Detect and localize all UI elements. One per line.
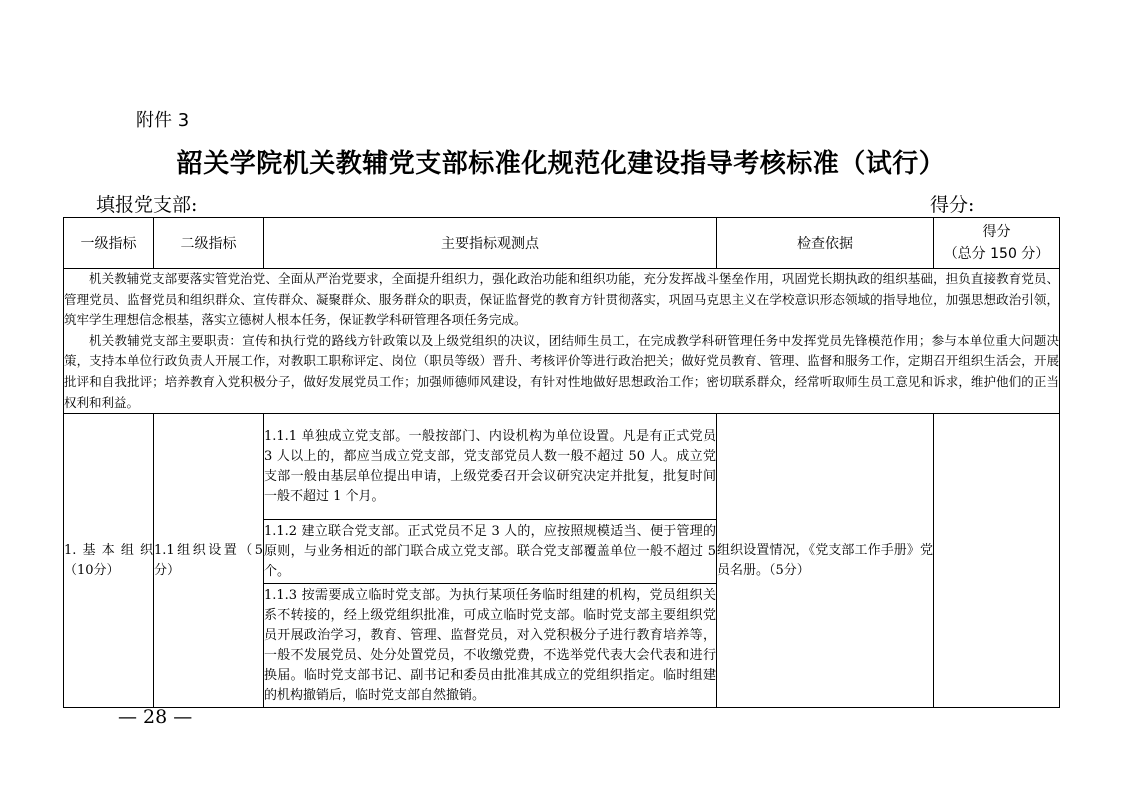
score-cell — [934, 414, 1060, 708]
table-row — [64, 414, 1060, 520]
col-header-basis: 检查依据 — [717, 218, 934, 269]
branch-fill-label: 填报党支部: — [96, 194, 198, 216]
observation-point: 1.1.2 建立联合党支部。正式党员不足 3 人的，应按照规模适当、便于管理的原则，与业务相近的部门联合成立党支部。联合党支部覆盖单位一般不超过 5 个。 — [264, 520, 717, 584]
col-header-score — [934, 218, 1060, 269]
intro-row — [64, 269, 1060, 414]
observation-point: 1.1.1 单独成立党支部。一般按部门、内设机构为单位设置。凡是有正式党员 3 人以上的，都应当成立党支部，党支部党员人数一般不超过 50 人。成立党支部一般由基层单位提出申请，上级党委召开会议研究决定并批复，批复时间一般不超过 1 个月。 — [264, 414, 717, 520]
score-fill-label: 得分: — [930, 194, 975, 216]
score-header-title: 得分 — [982, 224, 1011, 240]
level2-cell: 1.1组织设置（5分） — [154, 414, 264, 708]
col-header-level2: 二级指标 — [154, 218, 264, 269]
col-header-observation: 主要指标观测点 — [264, 218, 717, 269]
intro-cell — [64, 269, 1060, 414]
page-number: — 28 — — [118, 706, 193, 728]
intro-paragraph: 机关教辅党支部要落实管党治党、全面从严治党要求，全面提升组织力，强化政治功能和组织功能，充分发挥战斗堡垒作用，巩固党长期执政的组织基础，担负直接教育党员、管理党员、监督党员和组织群众、宣传群众、凝聚群众、服务群众的职责，保证监督党的教育方针贯彻落实，巩固马克思主义在学校意识形态领域的指导地位，加强思想政治引领，筑牢学生理想信念根基，落实立德树人根本任务，保证教学科研管理各项任务完成。 — [64, 271, 1059, 328]
assessment-table — [63, 217, 1060, 708]
intro-paragraph: 机关教辅党支部主要职责：宣传和执行党的路线方针政策以及上级党组织的决议，团结师生员工，在完成教学科研管理任务中发挥党员先锋模范作用；参与本单位重大问题决策，支持本单位行政负责人开展工作，对教职工职称评定、岗位（职员等级）晋升、考核评价等进行政治把关；做好党员教育、管理、监督和服务工作，定期召开组织生活会，开展批评和自我批评；培养教育入党积极分子，做好发展党员工作；加强师德师风建设，有针对性地做好思想政治工作；密切联系群众，经常听取师生员工意见和诉求，维护他们的正当权利和利益。 — [64, 332, 1059, 410]
score-header-total: （总分 150 分） — [943, 246, 1050, 262]
observation-point: 1.1.3 按需要成立临时党支部。为执行某项任务临时组建的机构，党员组织关系不转接的，经上级党组织批准，可成立临时党支部。临时党支部主要组织党员开展政治学习，教育、管理、监督党员，对入党积极分子进行教育培养等，一般不发展党员、处分处置党员，不收缴党费，不选举党代表大会代表和进行换届。临时党支部书记、副书记和委员由批准其成立的党组织指定。临时组建的机构撤销后，临时党支部自然撤销。 — [264, 584, 717, 708]
level1-cell: 1.基本组织（10分） — [64, 414, 154, 708]
table-header-row — [64, 218, 1060, 269]
document-title: 韶关学院机关教辅党支部标准化规范化建设指导考核标准（试行） — [176, 149, 946, 179]
col-header-level1: 一级指标 — [64, 218, 154, 269]
attachment-label: 附件 3 — [136, 110, 190, 131]
basis-cell: 组织设置情况，《党支部工作手册》党员名册。（5分） — [717, 414, 934, 708]
